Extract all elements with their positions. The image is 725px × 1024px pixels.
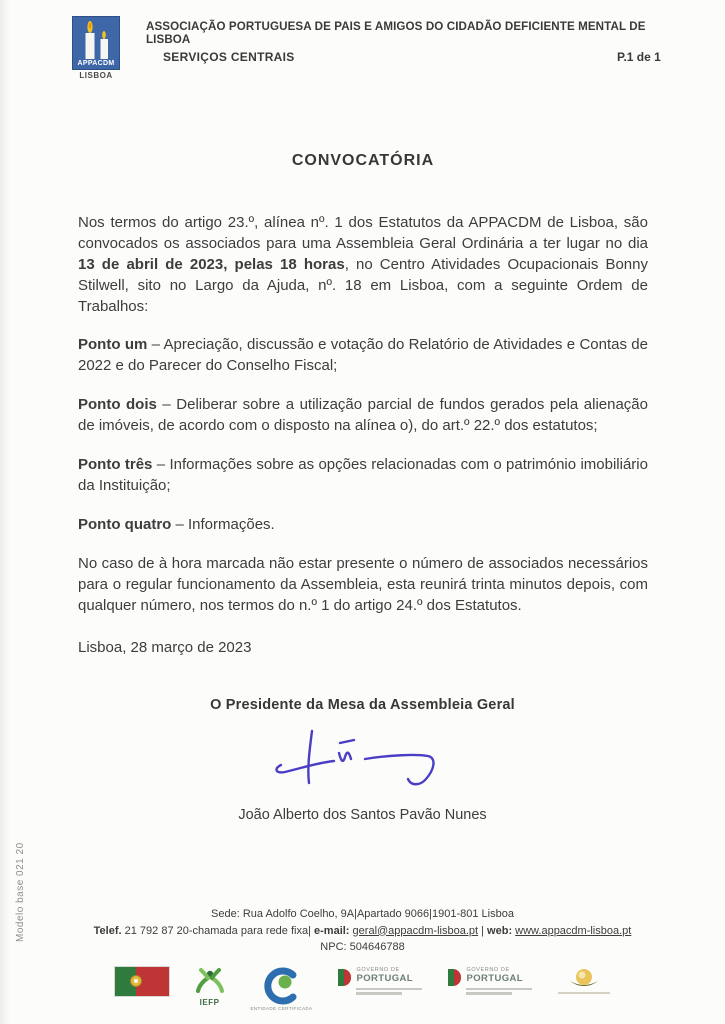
footer-npc: NPC: 504646788: [320, 941, 405, 953]
phone-text: 21 792 87 20-chamada para rede fixa|: [121, 924, 315, 937]
agenda-item-2-label: Ponto dois: [78, 396, 157, 413]
organization-name: ASSOCIAÇÃO PORTUGUESA DE PAIS E AMIGOS DO CIDADÃO DEFICIENTE MENTAL DE LISBOA: [146, 20, 646, 46]
email-link[interactable]: geral@appacdm-lisboa.pt: [352, 924, 479, 937]
iefp-person-icon: [195, 967, 225, 997]
gov1-line2: PORTUGAL: [356, 972, 413, 984]
meeting-datetime: 13 de abril de 2023, pelas 18 horas: [78, 256, 345, 273]
document-title: CONVOCATÓRIA: [291, 152, 435, 169]
email-label: e-mail:: [314, 924, 350, 937]
agenda-item-3-text: – Informações sobre as opções relacionadas com o património imobiliário da Instituição;: [78, 456, 648, 494]
logo-city-text: LISBOA: [79, 71, 113, 80]
agenda-item-1-text: – Apreciação, discussão e votação do Relatório de Atividades e Contas de 2022 e do Parecer do Conselho Fiscal;: [78, 336, 648, 374]
flag-emblem-icon: [130, 975, 142, 987]
signer-name: João Alberto dos Santos Pavão Nunes: [238, 807, 487, 823]
ministry-caption-illegible: [466, 988, 532, 995]
certification-caption: ENTIDADE CERTIFICADA: [250, 1005, 313, 1011]
form-model-note: Modelo base 021 20: [15, 842, 26, 942]
agenda-item-1: [78, 334, 648, 376]
certification-logo: [251, 967, 313, 1011]
portugal-flag-icon: [115, 967, 169, 996]
dateline: Lisboa, 28 março de 2023: [78, 639, 252, 656]
footer-address: Sede: Rua Adolfo Coelho, 9A|Apartado 9066|1901-801 Lisboa: [211, 908, 514, 920]
phone-label: Telef.: [93, 924, 122, 937]
scan-edge-shadow: [0, 0, 10, 1024]
agenda-item-2: [78, 394, 648, 436]
department-title: SERVIÇOS CENTRAIS: [163, 50, 295, 64]
gold-emblem-logo: [558, 967, 610, 995]
gold-nest-icon: [567, 967, 601, 989]
appacdm-logo: [71, 16, 121, 80]
gov2-line1: GOVERNO DE: [466, 966, 510, 973]
agenda-item-4-text: – Informações.: [171, 516, 275, 533]
agenda-item-2-text: – Deliberar sobre a utilização parcial de fundos gerados pela alienação de imóveis, de acordo com o disposto na alínea o), do art.º 22.º dos estatutos;: [78, 396, 648, 434]
agenda-item-4: [78, 514, 648, 535]
footer-contacts: [0, 923, 725, 940]
web-label: web:: [487, 924, 513, 937]
agenda-item-4-label: Ponto quatro: [78, 516, 172, 533]
gold-caption-illegible: [558, 992, 610, 995]
gov-flag-icon: [338, 969, 351, 986]
signature-block: [0, 697, 725, 823]
agenda-item-3: [78, 454, 648, 496]
page-indicator: P.1 de 1: [617, 50, 661, 64]
website-link[interactable]: www.appacdm-lisboa.pt: [515, 924, 632, 937]
iefp-label: IEFP: [199, 997, 220, 1007]
quorum-paragraph: No caso de à hora marcada não estar presente o número de associados necessários para o regular funcionamento da Assembleia, esta reunirá trinta minutos depois, com qualquer número, nos termos do n.º 1 do artigo 24.º dos Estatutos.: [78, 555, 648, 614]
intro-text-post: , no Centro Atividades Ocupacionais Bonny Stilwell, sito no Largo da Ajuda, nº. 18 em Lisboa, com a seguinte Ordem de Trabalhos:: [78, 256, 648, 315]
intro-paragraph: [78, 212, 648, 317]
appacdm-logo-emblem: [72, 16, 120, 70]
document-body: [78, 152, 648, 658]
separator: |: [478, 924, 488, 937]
gov1-line1: GOVERNO DE: [356, 966, 400, 973]
agenda-item-1-label: Ponto um: [78, 336, 148, 353]
document-footer: [0, 906, 725, 1011]
certified-entity-icon: [263, 967, 301, 1005]
gov2-line2: PORTUGAL: [466, 972, 523, 984]
agenda-item-3-label: Ponto três: [78, 456, 153, 473]
ministry-caption-illegible: [356, 988, 422, 995]
portugal-flag-logo: [115, 967, 169, 996]
handwritten-signature: [268, 723, 458, 805]
partner-logos-row: [0, 967, 725, 1011]
signer-role: O Presidente da Mesa da Assembleia Geral: [210, 697, 515, 713]
gov-flag-icon: [448, 969, 461, 986]
logo-acronym-text: APPACDM: [77, 60, 115, 67]
iefp-logo: [195, 967, 225, 1007]
governo-portugal-logo-2: [448, 967, 532, 997]
intro-text-pre: Nos termos do artigo 23.º, alínea nº. 1 dos Estatutos da APPACDM de Lisboa, são convocados os associados para uma Assembleia Geral Ordinária a ter lugar no dia: [78, 214, 648, 252]
governo-portugal-logo-1: [338, 967, 422, 997]
